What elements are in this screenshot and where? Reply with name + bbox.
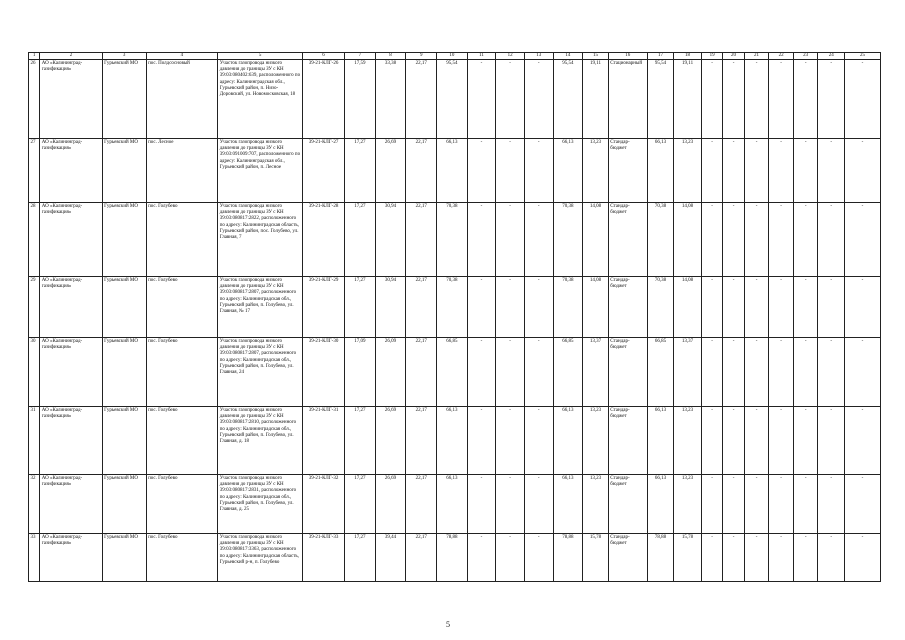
column-number-cell: 22 <box>769 53 794 60</box>
column-number-cell: 4 <box>146 53 218 60</box>
table-cell-v18: 14,08 <box>674 277 702 338</box>
table-cell-v8: 26,09 <box>375 338 406 407</box>
table-cell-v17: 78,88 <box>647 534 674 582</box>
document-table-wrapper <box>28 52 881 582</box>
table-cell-desc: Участок газопровода низкого давления до границы ЗУ с КН 39:03:080817:3363, расположенного по адресу: Калининградская область, Гурьевский р-н, п. Голубево <box>218 534 303 582</box>
table-cell-v16: Стандар-бюджет <box>608 407 647 475</box>
table-cell-v20: - <box>723 534 744 582</box>
table-cell-v11: - <box>467 277 496 338</box>
table-cell-v17: 66,13 <box>647 139 674 203</box>
column-number-cell: 13 <box>524 53 553 60</box>
column-number-cell: 25 <box>845 53 881 60</box>
table-cell-mo: Гурьевский МО <box>102 407 146 475</box>
table-cell-v11: - <box>467 338 496 407</box>
table-cell-v11: - <box>467 139 496 203</box>
table-cell-v13: - <box>524 407 553 475</box>
table-cell-v21: - <box>744 60 769 139</box>
column-number-cell: 6 <box>303 53 345 60</box>
table-cell-v12: - <box>496 475 525 534</box>
table-cell-v25: - <box>845 277 881 338</box>
table-cell-v23: - <box>793 60 818 139</box>
table-cell-v17: 95,54 <box>647 60 674 139</box>
table-cell-v18: 13,23 <box>674 475 702 534</box>
table-cell-v9: 22,17 <box>406 277 437 338</box>
page-number: 5 <box>446 620 450 629</box>
table-cell-v10: 66,13 <box>437 139 468 203</box>
table-cell-v25: - <box>845 534 881 582</box>
table-cell-v15: 13,37 <box>583 338 609 407</box>
table-cell-v13: - <box>524 203 553 277</box>
column-number-cell: 16 <box>608 53 647 60</box>
table-cell-code: 39-21-КЛГ-33 <box>303 534 345 582</box>
table-cell-v10: 66,85 <box>437 338 468 407</box>
table-cell-n: 31 <box>29 407 40 475</box>
table-cell-code: 39-21-КЛГ-32 <box>303 475 345 534</box>
table-cell-v23: - <box>793 407 818 475</box>
table-cell-v20: - <box>723 407 744 475</box>
table-cell-v9: 22,17 <box>406 203 437 277</box>
column-number-cell: 7 <box>345 53 376 60</box>
table-cell-v12: - <box>496 60 525 139</box>
table-cell-v22: - <box>769 475 794 534</box>
table-cell-v11: - <box>467 60 496 139</box>
table-cell-v21: - <box>744 203 769 277</box>
table-cell-v10: 66,13 <box>437 475 468 534</box>
table-cell-v22: - <box>769 139 794 203</box>
table-cell-v14: 66,85 <box>553 338 583 407</box>
table-cell-v24: - <box>818 60 845 139</box>
table-cell-mo: Гурьевский МО <box>102 338 146 407</box>
table-row <box>29 203 881 277</box>
table-cell-v17: 70,38 <box>647 277 674 338</box>
table-cell-v11: - <box>467 203 496 277</box>
table-cell-v22: - <box>769 338 794 407</box>
table-cell-v7: 17,27 <box>345 407 376 475</box>
table-row <box>29 407 881 475</box>
table-cell-org: АО «Калининград-газификация» <box>40 277 102 338</box>
table-cell-v14: 66,13 <box>553 407 583 475</box>
table-cell-place: пос. Лесное <box>146 139 218 203</box>
table-cell-v10: 70,38 <box>437 203 468 277</box>
table-cell-v19: - <box>701 277 722 338</box>
table-cell-v8: 26,69 <box>375 407 406 475</box>
table-cell-v15: 14,08 <box>583 277 609 338</box>
table-row <box>29 338 881 407</box>
tariff-table <box>28 52 881 582</box>
table-cell-v19: - <box>701 475 722 534</box>
table-cell-v9: 22,17 <box>406 60 437 139</box>
table-cell-v22: - <box>769 407 794 475</box>
table-cell-v11: - <box>467 534 496 582</box>
table-cell-v9: 22,17 <box>406 407 437 475</box>
table-cell-v19: - <box>701 139 722 203</box>
table-cell-v10: 70,38 <box>437 277 468 338</box>
table-cell-v12: - <box>496 534 525 582</box>
table-cell-v23: - <box>793 534 818 582</box>
table-cell-v14: 70,38 <box>553 203 583 277</box>
table-cell-org: АО «Калининград-газификация» <box>40 475 102 534</box>
table-cell-place: пос. Голубево <box>146 407 218 475</box>
table-cell-v25: - <box>845 203 881 277</box>
table-cell-mo: Гурьевский МО <box>102 534 146 582</box>
table-cell-org: АО «Калининград-газификация» <box>40 203 102 277</box>
table-cell-v14: 95,54 <box>553 60 583 139</box>
table-cell-v8: 26,69 <box>375 139 406 203</box>
column-number-cell: 9 <box>406 53 437 60</box>
table-cell-v12: - <box>496 203 525 277</box>
table-cell-place: пос. Полдсосновый <box>146 60 218 139</box>
table-cell-v17: 70,38 <box>647 203 674 277</box>
table-cell-v20: - <box>723 203 744 277</box>
table-cell-v24: - <box>818 338 845 407</box>
column-number-cell: 24 <box>818 53 845 60</box>
table-cell-v11: - <box>467 475 496 534</box>
table-cell-v21: - <box>744 534 769 582</box>
table-cell-v12: - <box>496 277 525 338</box>
table-cell-n: 26 <box>29 60 40 139</box>
table-cell-v16: Стандар-бюджет <box>608 534 647 582</box>
table-row <box>29 475 881 534</box>
table-cell-v13: - <box>524 60 553 139</box>
table-cell-place: пос. Голубево <box>146 338 218 407</box>
table-cell-v12: - <box>496 338 525 407</box>
table-cell-place: пос. Голубево <box>146 203 218 277</box>
table-cell-v18: 19,11 <box>674 60 702 139</box>
table-cell-v9: 22,17 <box>406 139 437 203</box>
table-cell-mo: Гурьевский МО <box>102 277 146 338</box>
table-cell-mo: Гурьевский МО <box>102 60 146 139</box>
table-cell-v15: 15,78 <box>583 534 609 582</box>
table-cell-v24: - <box>818 475 845 534</box>
table-cell-v20: - <box>723 338 744 407</box>
table-cell-n: 32 <box>29 475 40 534</box>
table-cell-v14: 70,38 <box>553 277 583 338</box>
table-cell-v21: - <box>744 338 769 407</box>
table-cell-place: пос. Голубево <box>146 534 218 582</box>
table-cell-v12: - <box>496 407 525 475</box>
column-number-cell: 11 <box>467 53 496 60</box>
table-cell-mo: Гурьевский МО <box>102 475 146 534</box>
column-number-cell: 10 <box>437 53 468 60</box>
table-cell-v22: - <box>769 60 794 139</box>
column-number-cell: 15 <box>583 53 609 60</box>
table-cell-v17: 66,13 <box>647 475 674 534</box>
table-cell-v20: - <box>723 475 744 534</box>
table-cell-n: 33 <box>29 534 40 582</box>
table-cell-v7: 17,27 <box>345 203 376 277</box>
table-cell-v24: - <box>818 407 845 475</box>
table-cell-code: 39-21-КЛГ-27 <box>303 139 345 203</box>
table-cell-v17: 66,13 <box>647 407 674 475</box>
table-cell-v8: 30,94 <box>375 277 406 338</box>
table-cell-v7: 17,27 <box>345 277 376 338</box>
table-cell-v10: 66,13 <box>437 407 468 475</box>
table-cell-org: АО «Калининград-газификация» <box>40 60 102 139</box>
table-cell-desc: Участок газопровода низкого давления до границы ЗУ с КН 39:03:080817:2807, расположенного по адресу: Калининградская обл., Гурьевский район, п. Голубево, ул. Главная, 24 <box>218 338 303 407</box>
table-row <box>29 60 881 139</box>
table-cell-v16: Стандар-бюджет <box>608 139 647 203</box>
table-cell-v24: - <box>818 534 845 582</box>
table-cell-v23: - <box>793 475 818 534</box>
table-cell-v25: - <box>845 475 881 534</box>
column-number-cell: 21 <box>744 53 769 60</box>
table-cell-v9: 22,17 <box>406 475 437 534</box>
table-cell-v7: 17,27 <box>345 475 376 534</box>
table-header-row <box>29 53 881 60</box>
table-cell-code: 39-21-КЛГ-31 <box>303 407 345 475</box>
table-cell-v19: - <box>701 407 722 475</box>
table-cell-v7: 17,09 <box>345 338 376 407</box>
table-cell-n: 28 <box>29 203 40 277</box>
table-cell-v25: - <box>845 407 881 475</box>
table-cell-v14: 78,88 <box>553 534 583 582</box>
table-row <box>29 534 881 582</box>
column-number-cell: 17 <box>647 53 674 60</box>
table-cell-org: АО «Калининград-газификация» <box>40 338 102 407</box>
table-cell-place: пос. Голубево <box>146 277 218 338</box>
table-cell-v20: - <box>723 60 744 139</box>
table-cell-v19: - <box>701 338 722 407</box>
table-cell-v16: Стационарный <box>608 60 647 139</box>
table-cell-v11: - <box>467 407 496 475</box>
column-number-cell: 14 <box>553 53 583 60</box>
table-cell-v8: 33,38 <box>375 60 406 139</box>
table-cell-v19: - <box>701 203 722 277</box>
table-cell-code: 39-21-КЛГ-26 <box>303 60 345 139</box>
column-number-cell: 19 <box>701 53 722 60</box>
column-number-cell: 3 <box>102 53 146 60</box>
table-cell-v20: - <box>723 277 744 338</box>
column-number-cell: 20 <box>723 53 744 60</box>
table-row <box>29 139 881 203</box>
table-cell-v18: 13,23 <box>674 139 702 203</box>
table-cell-n: 30 <box>29 338 40 407</box>
table-cell-desc: Участок газопровода низкого давления до границы ЗУ с КН 39:03:091009:707, расположенного по адресу: Калининградская обл., Гурьевский район, п. Лесное <box>218 139 303 203</box>
table-cell-v22: - <box>769 277 794 338</box>
table-cell-v23: - <box>793 203 818 277</box>
table-cell-v16: Стандар-бюджет <box>608 203 647 277</box>
table-cell-v10: 78,88 <box>437 534 468 582</box>
table-cell-v13: - <box>524 534 553 582</box>
table-cell-place: пос. Голубево <box>146 475 218 534</box>
table-cell-v24: - <box>818 139 845 203</box>
table-cell-v13: - <box>524 338 553 407</box>
table-cell-v9: 22,17 <box>406 534 437 582</box>
table-cell-v18: 15,78 <box>674 534 702 582</box>
table-cell-v9: 22,17 <box>406 338 437 407</box>
table-cell-v21: - <box>744 407 769 475</box>
table-cell-v7: 17,27 <box>345 534 376 582</box>
column-number-cell: 8 <box>375 53 406 60</box>
table-cell-org: АО «Калининград-газификация» <box>40 407 102 475</box>
table-cell-v12: - <box>496 139 525 203</box>
table-cell-v18: 13,37 <box>674 338 702 407</box>
column-number-cell: 18 <box>674 53 702 60</box>
table-cell-v8: 39,44 <box>375 534 406 582</box>
table-cell-v15: 13,23 <box>583 475 609 534</box>
table-cell-v13: - <box>524 475 553 534</box>
table-cell-v21: - <box>744 277 769 338</box>
column-number-cell: 5 <box>218 53 303 60</box>
table-cell-v23: - <box>793 338 818 407</box>
table-cell-v8: 26,69 <box>375 475 406 534</box>
table-cell-code: 39-21-КЛГ-29 <box>303 277 345 338</box>
column-number-cell: 2 <box>40 53 102 60</box>
column-number-cell: 1 <box>29 53 40 60</box>
table-cell-desc: Участок газопровода низкого давления до границы ЗУ с КН 39:03:080402:639, расположенного по адресу: Калининградская обл., Гурьевский район, п. Низо-Доровский, ул. Новомосковская, 18 <box>218 60 303 139</box>
table-cell-v15: 13,23 <box>583 407 609 475</box>
table-cell-v20: - <box>723 139 744 203</box>
table-cell-v21: - <box>744 475 769 534</box>
table-cell-v22: - <box>769 534 794 582</box>
table-cell-v8: 30,94 <box>375 203 406 277</box>
table-cell-v18: 13,23 <box>674 407 702 475</box>
table-cell-v16: Стандар-бюджет <box>608 277 647 338</box>
table-cell-n: 27 <box>29 139 40 203</box>
table-cell-v25: - <box>845 338 881 407</box>
table-cell-v22: - <box>769 203 794 277</box>
table-cell-mo: Гурьевский МО <box>102 139 146 203</box>
table-cell-v10: 95,54 <box>437 60 468 139</box>
table-cell-desc: Участок газопровода низкого давления до границы ЗУ с КН 39:03:080817:2822, расположенного по адресу: Калининградская область, Гурьевский район, пос. Голубево, ул. Главная, 7 <box>218 203 303 277</box>
table-cell-mo: Гурьевский МО <box>102 203 146 277</box>
table-cell-v13: - <box>524 139 553 203</box>
table-cell-org: АО «Калининград-газификация» <box>40 139 102 203</box>
table-row <box>29 277 881 338</box>
table-cell-v19: - <box>701 534 722 582</box>
table-cell-v15: 19,11 <box>583 60 609 139</box>
table-cell-org: АО «Калининград-газификация» <box>40 534 102 582</box>
table-cell-v14: 66,13 <box>553 139 583 203</box>
table-cell-code: 39-21-КЛГ-30 <box>303 338 345 407</box>
column-number-cell: 23 <box>793 53 818 60</box>
table-cell-v18: 14,08 <box>674 203 702 277</box>
table-cell-desc: Участок газопровода низкого давления до границы ЗУ с КН 39:03:080817:2807, расположенного по адресу: Калининградская обл., Гурьевский район, п. Голубево, ул. Главная, № 17 <box>218 277 303 338</box>
column-number-cell: 12 <box>496 53 525 60</box>
table-cell-v15: 13,23 <box>583 139 609 203</box>
table-cell-v7: 17,59 <box>345 60 376 139</box>
table-cell-v16: Стандар-бюджет <box>608 338 647 407</box>
table-cell-v23: - <box>793 139 818 203</box>
table-cell-v14: 66,13 <box>553 475 583 534</box>
table-cell-v19: - <box>701 60 722 139</box>
table-cell-v25: - <box>845 139 881 203</box>
table-cell-v16: Стандар-бюджет <box>608 475 647 534</box>
table-cell-v25: - <box>845 60 881 139</box>
table-cell-v24: - <box>818 203 845 277</box>
table-cell-v15: 14,08 <box>583 203 609 277</box>
table-cell-v13: - <box>524 277 553 338</box>
table-cell-v23: - <box>793 277 818 338</box>
table-cell-v21: - <box>744 139 769 203</box>
table-cell-code: 39-21-КЛГ-28 <box>303 203 345 277</box>
table-cell-desc: Участок газопровода низкого давления до границы ЗУ с КН 39:03:080817:2810, расположенного по адресу: Калининградская обл., Гурьевский район, п. Голубево, ул. Главная, д. 18 <box>218 407 303 475</box>
table-cell-v17: 66,85 <box>647 338 674 407</box>
table-cell-v7: 17,27 <box>345 139 376 203</box>
table-cell-v24: - <box>818 277 845 338</box>
table-cell-n: 29 <box>29 277 40 338</box>
table-cell-desc: Участок газопровода низкого давления до границы ЗУ с КН 39:03:080817:2831, расположенного по адресу: Калининградская обл., Гурьевский район, п. Голубево, ул. Главная, д. 25 <box>218 475 303 534</box>
